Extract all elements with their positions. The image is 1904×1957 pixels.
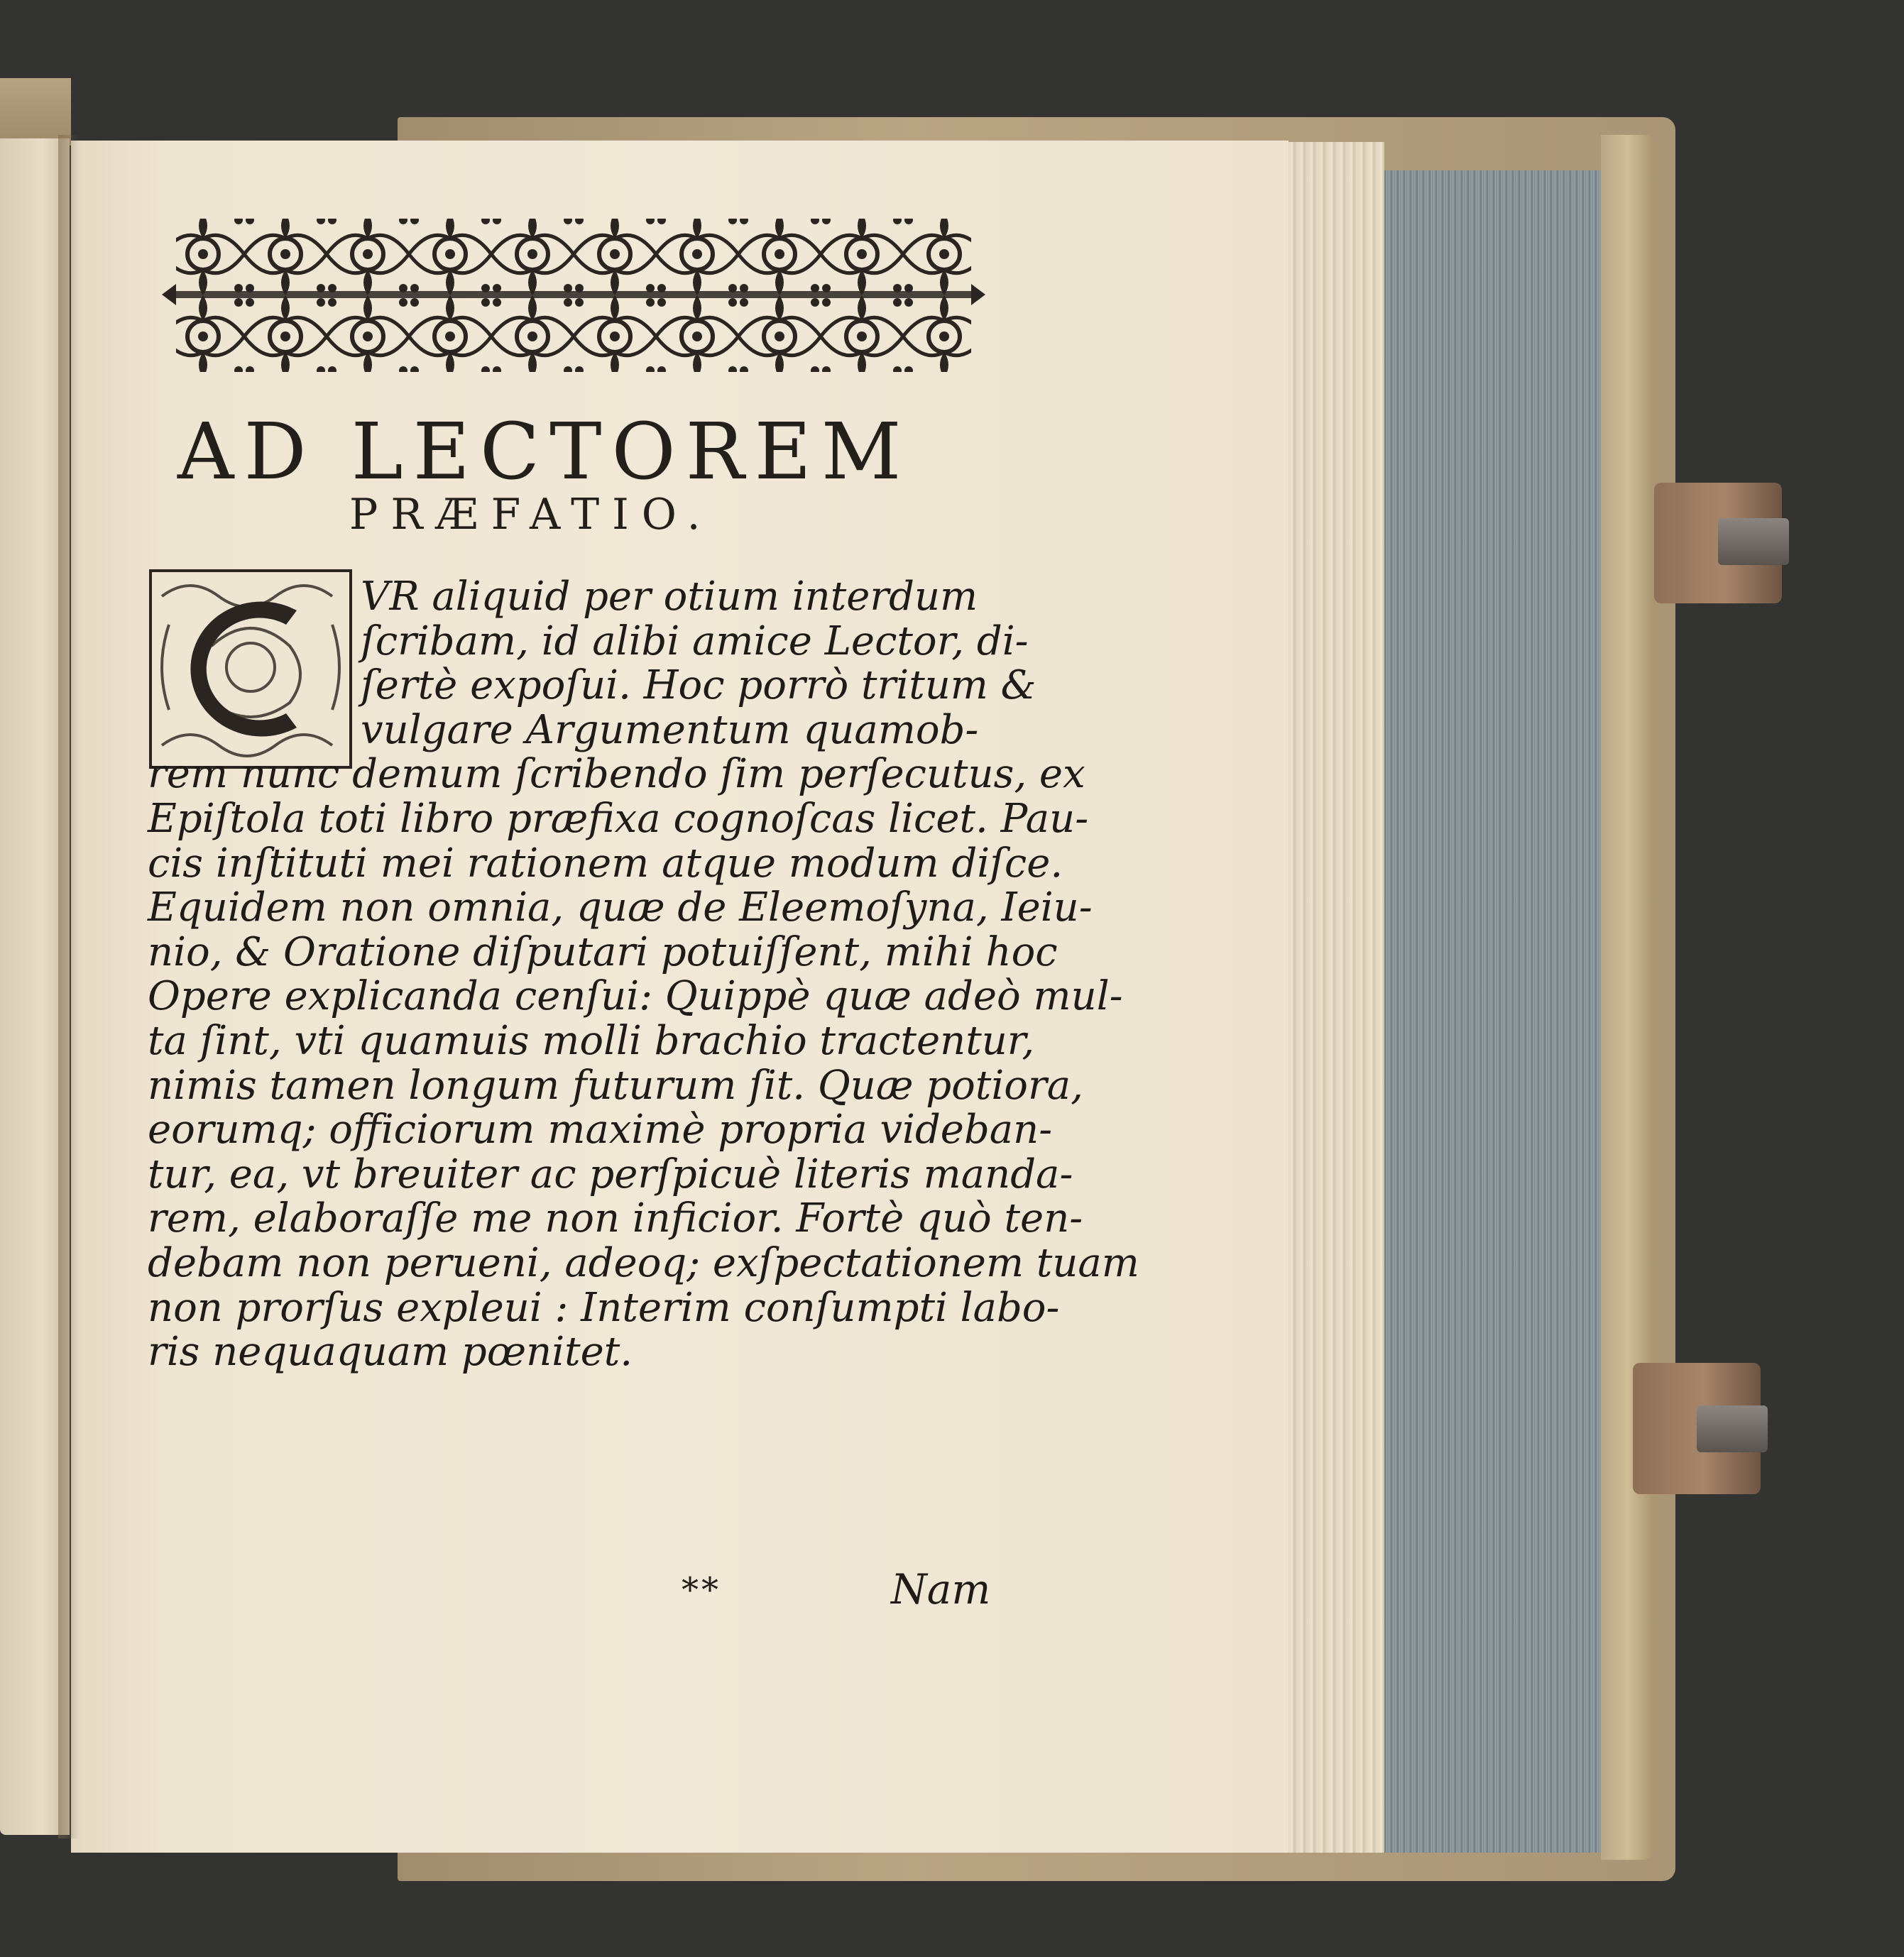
- text-line: ſertè expoſui. Hoc porrò tritum &: [361, 662, 1036, 709]
- text-line: tur, ea, vt breuiter ac perſpicuè literis manda-: [148, 1151, 1073, 1197]
- lower-clasp-metal: [1697, 1405, 1768, 1452]
- text-line: rem nunc demum ſcribendo ſim perſecutus, ex: [148, 751, 1085, 798]
- page-leaves-edge: [1278, 142, 1384, 1853]
- text-line: cis inſtituti mei rationem atque modum diſce.: [148, 840, 1063, 887]
- lower-clasp: [1633, 1363, 1761, 1494]
- text-line: Equidem non omnia, quæ de Eleemoſyna, Ieiu-: [148, 884, 1093, 931]
- text-line: ſcribam, id alibi amice Lector, di-: [361, 618, 1029, 664]
- text-line: rem, elaboraſſe me non inficior. Fortè quò ten-: [148, 1195, 1083, 1242]
- catchword: Nam: [891, 1565, 991, 1613]
- upper-clasp-metal: [1718, 518, 1789, 565]
- text-line: debam non perueni, adeoq; exſpectationem tuam: [148, 1239, 1139, 1286]
- headpiece-ornament: [162, 213, 985, 378]
- text-line: Opere explicanda cenſui: Quippè quæ adeò mul-: [148, 973, 1123, 1020]
- upper-clasp: [1654, 483, 1782, 603]
- cover-edge: [1601, 135, 1654, 1860]
- text-line: VR aliquid per otium interdum: [361, 574, 978, 620]
- text-line: ta ſint, vti quamuis molli brachio tractentur,: [148, 1017, 1035, 1064]
- text-line: vulgare Argumentum quamob-: [361, 706, 979, 753]
- text-line: nimis tamen longum futurum ſit. Quæ potiora,: [148, 1062, 1083, 1109]
- gutter-shadow: [58, 135, 80, 1838]
- preface-body: [148, 574, 1139, 1376]
- page-subtitle: PRÆFATIO.: [349, 490, 713, 539]
- fore-edge: [1381, 170, 1601, 1853]
- text-line: Epiſtola toti libro præfixa cognoſcas licet. Pau-: [148, 795, 1089, 842]
- signature-mark: **: [682, 1570, 721, 1610]
- text-line: nio, & Oratione diſputari potuiſſent, mihi hoc: [148, 928, 1058, 975]
- text-line: eorumq; officiorum maximè propria videban-: [148, 1107, 1053, 1153]
- text-line: ris nequaquam pœnitet.: [148, 1329, 633, 1376]
- page-title: AD LECTOREM: [177, 406, 912, 497]
- text-line: non prorſus expleui : Interim conſumpti labo-: [148, 1284, 1060, 1331]
